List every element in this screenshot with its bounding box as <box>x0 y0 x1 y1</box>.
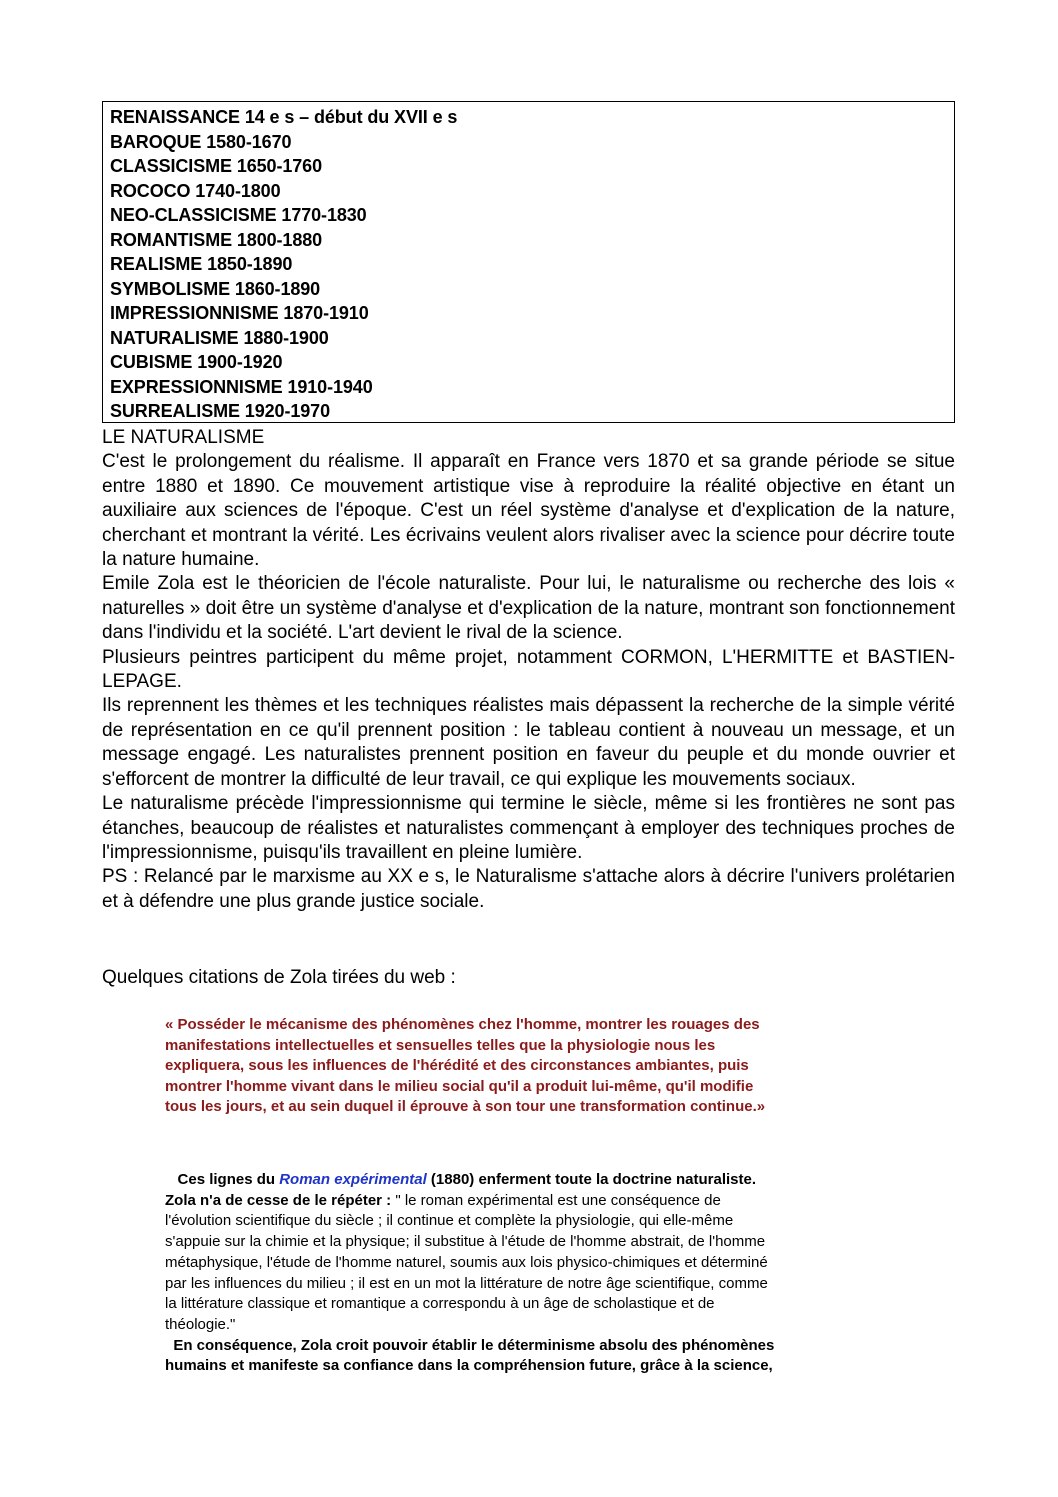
commentary-suffix: (1880) enferment toute la doctrine naturaliste. <box>426 1171 757 1188</box>
paragraph-themes: Ils reprennent les thèmes et les techniques réalistes mais dépassent la recherche de la simple vérité de représentation en ce qu'il prennent position : le tableau contient à nouveau un message, et un message engagé. Les naturalistes prennent position en faveur du peuple et du monde ouvrier et s'efforcent de montrer la difficulté de leur travail, ce qui explique les mouvements sociaux. <box>102 695 955 790</box>
commentary-line: s'appuie sur la chimie et la physique; il substitue à l'étude de l'homme abstrait, de l'homme <box>165 1233 766 1251</box>
commentary-line: l'évolution scientifique du siècle ; il continue et complète la physiologie, qui elle-même <box>165 1212 734 1230</box>
period-renaissance: RENAISSANCE 14 e s – début du XVII e s <box>110 107 458 127</box>
quote-line: « Posséder le mécanisme des phénomènes chez l'homme, montrer les rouages des <box>165 1016 760 1033</box>
commentary-bold-lead: Zola n'a de cesse de le répéter : <box>165 1191 396 1209</box>
period-romantisme: ROMANTISME 1800-1880 <box>110 229 323 250</box>
section-title: LE NATURALISME <box>102 427 265 448</box>
paragraph-painters: Plusieurs peintres participent du même projet, notamment CORMON, L'HERMITTE et BASTIEN-LEPAGE. <box>102 646 955 693</box>
quote-line: manifestations intellectuelles et sensuelles telles que la physiologie nous les <box>165 1036 716 1054</box>
period-expressionnisme: EXPRESSIONNISME 1910-1940 <box>110 376 373 397</box>
commentary-line: par les influences du milieu ; il est en un mot la littérature de notre âge scientifique, comme <box>165 1274 768 1292</box>
commentary-line <box>165 1170 900 1191</box>
art-periods-box <box>102 101 955 423</box>
commentary-line: métaphysique, l'étude de l'homme naturel, soumis aux lois physico-chimiques et déterminé <box>165 1253 768 1271</box>
commentary-bold-line <box>165 1336 900 1357</box>
period-neo-classicisme: NEO-CLASSICISME 1770-1830 <box>110 205 367 225</box>
commentary-regular-lead: " le roman expérimental est une conséquence de <box>395 1191 721 1209</box>
period-symbolisme: SYMBOLISME 1860-1890 <box>110 278 321 299</box>
quote-line: tous les jours, et au sein duquel il éprouve à son tour une transformation continue.» <box>165 1098 766 1115</box>
paragraph-ps: PS : Relancé par le marxisme au XX e s, le Naturalisme s'attache alors à décrire l'univers prolétarien et à défendre une plus grande justice sociale. <box>102 866 955 912</box>
quote-line: expliquera, sous les influences de l'hérédité et des circonstances ambiantes, puis <box>165 1057 749 1074</box>
period-realisme: REALISME 1850-1890 <box>110 254 293 274</box>
quote-line: montrer l'homme vivant dans le milieu social qu'il a produit lui-même, qu'il modifie <box>165 1077 754 1095</box>
paragraph-impressionnisme: Le naturalisme précède l'impressionnisme qui termine le siècle, même si les frontières ne sont pas étanches, beaucoup de réalistes et naturalistes commençant à employer des techniques proches de l'impressionnisme, puisqu'ils travaillent en pleine lumière. <box>102 793 955 863</box>
zola-quote <box>165 1015 885 1118</box>
period-impressionnisme: IMPRESSIONNISME 1870-1910 <box>110 303 369 323</box>
commentary-line: la littérature classique et romantique a correspondu à un âge de scholastique et de <box>165 1295 715 1313</box>
commentary-line: théologie." <box>165 1315 236 1333</box>
main-body-text <box>102 426 955 914</box>
period-surrealisme: SURREALISME 1920-1970 <box>110 401 330 421</box>
period-naturalisme: NATURALISME 1880-1900 <box>110 327 329 348</box>
paragraph-intro: C'est le prolongement du réalisme. Il apparaît en France vers 1870 et sa grande période se situe entre 1880 et 1890. Ce mouvement artistique vise à reproduire la réalité objective en étant un auxiliaire aux sciences de l'époque. C'est un réel système d'analyse et d'explication de la nature, cherchant et montrant la vérité. Les écrivains veulent alors rivaliser avec la science pour décrire toute la nature humaine. <box>102 451 955 571</box>
period-cubisme: CUBISME 1900-1920 <box>110 352 283 372</box>
period-baroque: BAROQUE 1580-1670 <box>110 131 292 152</box>
paragraph-zola: Emile Zola est le théoricien de l'école naturaliste. Pour lui, le naturalisme ou recherche des lois « naturelles » doit être un système d'analyse et d'explication de la nature, montrant son fonctionnement dans l'individu et la société. L'art devient le rival de la science. <box>102 573 955 644</box>
book-title-link[interactable]: Roman expérimental <box>279 1171 427 1188</box>
commentary-bold-line: humains et manifeste sa confiance dans la compréhension future, grâce à la science, <box>165 1357 773 1375</box>
citations-intro: Quelques citations de Zola tirées du web : <box>102 967 456 988</box>
period-rococo: ROCOCO 1740-1800 <box>110 180 281 201</box>
commentary-prefix: Ces lignes du <box>177 1171 280 1188</box>
commentary-line <box>165 1191 900 1212</box>
commentary-block <box>165 1170 900 1377</box>
period-classicisme: CLASSICISME 1650-1760 <box>110 156 322 176</box>
commentary-bold-text: En conséquence, Zola croit pouvoir établir le déterminisme absolu des phénomènes <box>173 1336 775 1354</box>
